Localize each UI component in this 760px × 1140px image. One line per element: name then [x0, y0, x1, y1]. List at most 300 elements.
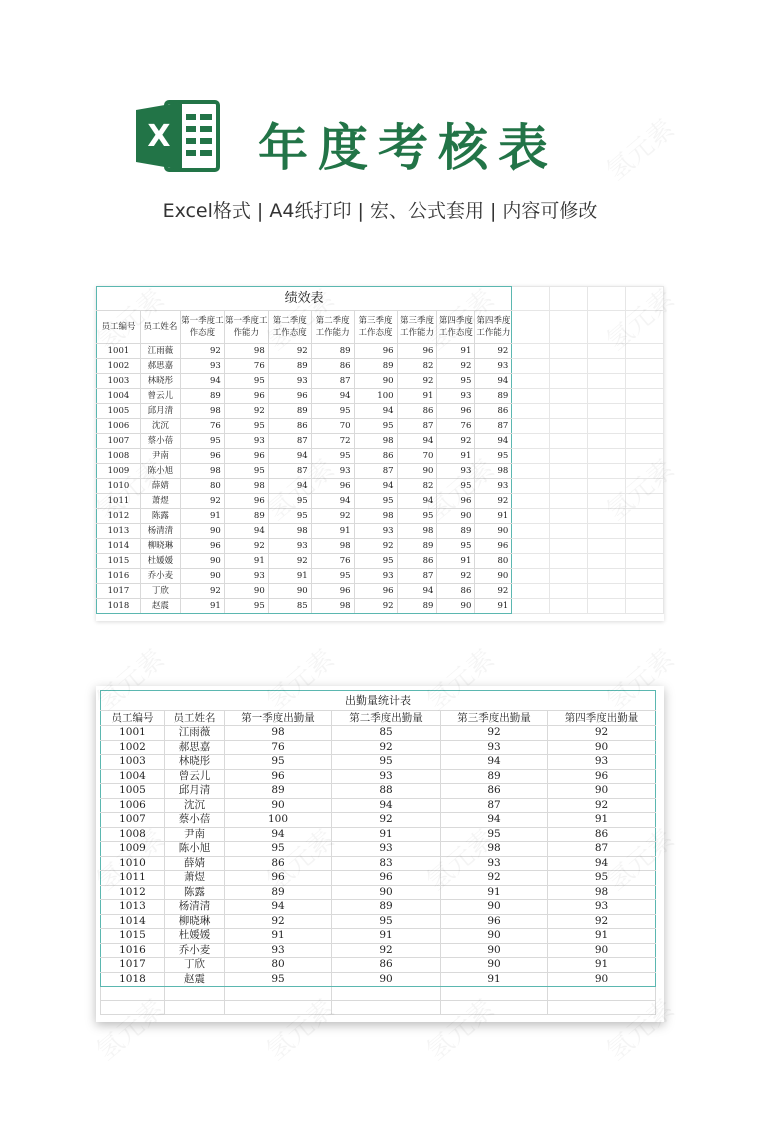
score-cell[interactable]: 94: [475, 374, 512, 389]
employee-name-cell[interactable]: 丁欣: [140, 584, 180, 599]
attendance-cell[interactable]: 90: [548, 972, 656, 987]
score-cell[interactable]: 92: [180, 584, 224, 599]
empty-cell[interactable]: [101, 1001, 165, 1015]
empty-cell[interactable]: [512, 554, 550, 569]
empty-cell[interactable]: [625, 389, 663, 404]
empty-cell[interactable]: [588, 419, 626, 434]
score-cell[interactable]: 91: [224, 554, 268, 569]
empty-cell[interactable]: [588, 344, 626, 359]
empty-cell[interactable]: [588, 539, 626, 554]
score-cell[interactable]: 70: [397, 449, 437, 464]
attendance-cell[interactable]: 94: [225, 900, 332, 915]
empty-cell[interactable]: [588, 569, 626, 584]
employee-name-cell[interactable]: 乔小麦: [140, 569, 180, 584]
empty-cell[interactable]: [625, 404, 663, 419]
score-cell[interactable]: 87: [268, 434, 311, 449]
attendance-cell[interactable]: 90: [441, 929, 548, 944]
score-cell[interactable]: 90: [397, 464, 437, 479]
empty-cell[interactable]: [512, 494, 550, 509]
employee-name-cell[interactable]: 萧煜: [165, 871, 225, 886]
score-cell[interactable]: 95: [437, 374, 475, 389]
score-cell[interactable]: 70: [311, 419, 354, 434]
score-cell[interactable]: 92: [311, 509, 354, 524]
score-cell[interactable]: 91: [475, 509, 512, 524]
employee-name-cell[interactable]: 曾云儿: [140, 389, 180, 404]
score-cell[interactable]: 76: [224, 359, 268, 374]
score-cell[interactable]: 98: [354, 509, 397, 524]
attendance-cell[interactable]: 94: [225, 827, 332, 842]
score-cell[interactable]: 90: [475, 524, 512, 539]
score-cell[interactable]: 91: [268, 569, 311, 584]
employee-id-cell[interactable]: 1012: [97, 509, 141, 524]
employee-name-cell[interactable]: 杜媛媛: [140, 554, 180, 569]
attendance-cell[interactable]: 91: [548, 929, 656, 944]
score-cell[interactable]: 82: [397, 359, 437, 374]
empty-cell[interactable]: [625, 287, 663, 311]
score-cell[interactable]: 86: [475, 404, 512, 419]
empty-cell[interactable]: [512, 539, 550, 554]
score-cell[interactable]: 86: [268, 419, 311, 434]
attendance-cell[interactable]: 92: [548, 726, 656, 741]
employee-id-cell[interactable]: 1016: [101, 943, 165, 958]
employee-id-cell[interactable]: 1013: [101, 900, 165, 915]
score-cell[interactable]: 95: [437, 479, 475, 494]
score-cell[interactable]: 91: [437, 449, 475, 464]
empty-cell[interactable]: [225, 987, 332, 1001]
employee-name-cell[interactable]: 杜媛媛: [165, 929, 225, 944]
empty-cell[interactable]: [625, 344, 663, 359]
employee-name-cell[interactable]: 林晓彤: [165, 755, 225, 770]
score-cell[interactable]: 92: [354, 539, 397, 554]
attendance-cell[interactable]: 92: [548, 914, 656, 929]
attendance-cell[interactable]: 93: [548, 900, 656, 915]
score-cell[interactable]: 90: [224, 584, 268, 599]
score-cell[interactable]: 95: [354, 494, 397, 509]
attendance-cell[interactable]: 90: [441, 943, 548, 958]
employee-name-cell[interactable]: 赵震: [165, 972, 225, 987]
attendance-cell[interactable]: 96: [441, 914, 548, 929]
score-cell[interactable]: 94: [397, 494, 437, 509]
attendance-cell[interactable]: 93: [441, 740, 548, 755]
attendance-cell[interactable]: 96: [225, 769, 332, 784]
score-cell[interactable]: 95: [437, 539, 475, 554]
score-cell[interactable]: 93: [268, 374, 311, 389]
empty-cell[interactable]: [512, 434, 550, 449]
attendance-cell[interactable]: 96: [332, 871, 441, 886]
score-cell[interactable]: 96: [311, 479, 354, 494]
score-cell[interactable]: 98: [311, 599, 354, 614]
empty-cell[interactable]: [588, 509, 626, 524]
score-cell[interactable]: 93: [311, 464, 354, 479]
employee-id-cell[interactable]: 1002: [101, 740, 165, 755]
empty-cell[interactable]: [512, 449, 550, 464]
score-cell[interactable]: 87: [354, 464, 397, 479]
score-cell[interactable]: 95: [224, 374, 268, 389]
empty-cell[interactable]: [588, 599, 626, 614]
score-cell[interactable]: 92: [475, 584, 512, 599]
employee-name-cell[interactable]: 沈沉: [140, 419, 180, 434]
attendance-cell[interactable]: 92: [548, 798, 656, 813]
attendance-cell[interactable]: 90: [225, 798, 332, 813]
employee-id-cell[interactable]: 1011: [101, 871, 165, 886]
score-cell[interactable]: 90: [437, 599, 475, 614]
score-cell[interactable]: 92: [437, 434, 475, 449]
attendance-cell[interactable]: 87: [441, 798, 548, 813]
attendance-cell[interactable]: 90: [332, 972, 441, 987]
employee-name-cell[interactable]: 林晓彤: [140, 374, 180, 389]
employee-name-cell[interactable]: 郝思嘉: [140, 359, 180, 374]
employee-name-cell[interactable]: 陈露: [165, 885, 225, 900]
employee-name-cell[interactable]: 陈露: [140, 509, 180, 524]
score-cell[interactable]: 96: [268, 389, 311, 404]
attendance-cell[interactable]: 92: [441, 726, 548, 741]
score-cell[interactable]: 94: [268, 479, 311, 494]
employee-id-cell[interactable]: 1004: [101, 769, 165, 784]
score-cell[interactable]: 96: [354, 344, 397, 359]
score-cell[interactable]: 89: [268, 359, 311, 374]
score-cell[interactable]: 92: [397, 374, 437, 389]
score-cell[interactable]: 96: [437, 494, 475, 509]
score-cell[interactable]: 96: [224, 494, 268, 509]
attendance-cell[interactable]: 91: [332, 929, 441, 944]
score-cell[interactable]: 90: [180, 524, 224, 539]
employee-id-cell[interactable]: 1001: [101, 726, 165, 741]
score-cell[interactable]: 89: [354, 359, 397, 374]
employee-id-cell[interactable]: 1013: [97, 524, 141, 539]
empty-cell[interactable]: [588, 389, 626, 404]
empty-cell[interactable]: [512, 524, 550, 539]
score-cell[interactable]: 93: [268, 539, 311, 554]
employee-id-cell[interactable]: 1008: [101, 827, 165, 842]
score-cell[interactable]: 94: [311, 389, 354, 404]
attendance-cell[interactable]: 100: [225, 813, 332, 828]
empty-cell[interactable]: [625, 464, 663, 479]
empty-cell[interactable]: [550, 287, 588, 311]
score-cell[interactable]: 80: [475, 554, 512, 569]
attendance-cell[interactable]: 91: [548, 958, 656, 973]
attendance-cell[interactable]: 93: [332, 769, 441, 784]
empty-cell[interactable]: [512, 344, 550, 359]
score-cell[interactable]: 85: [268, 599, 311, 614]
score-cell[interactable]: 93: [224, 569, 268, 584]
employee-id-cell[interactable]: 1007: [97, 434, 141, 449]
empty-cell[interactable]: [512, 359, 550, 374]
attendance-cell[interactable]: 89: [225, 885, 332, 900]
attendance-cell[interactable]: 92: [225, 914, 332, 929]
attendance-cell[interactable]: 90: [441, 958, 548, 973]
employee-id-cell[interactable]: 1006: [101, 798, 165, 813]
score-cell[interactable]: 92: [437, 569, 475, 584]
score-cell[interactable]: 92: [180, 494, 224, 509]
attendance-cell[interactable]: 83: [332, 856, 441, 871]
score-cell[interactable]: 87: [475, 419, 512, 434]
empty-cell[interactable]: [550, 494, 588, 509]
empty-cell[interactable]: [625, 599, 663, 614]
empty-cell[interactable]: [512, 389, 550, 404]
employee-name-cell[interactable]: 薛婧: [165, 856, 225, 871]
employee-name-cell[interactable]: 尹南: [165, 827, 225, 842]
empty-cell[interactable]: [165, 1001, 225, 1015]
empty-cell[interactable]: [588, 434, 626, 449]
score-cell[interactable]: 87: [397, 569, 437, 584]
employee-id-cell[interactable]: 1017: [97, 584, 141, 599]
empty-cell[interactable]: [550, 404, 588, 419]
empty-cell[interactable]: [101, 987, 165, 1001]
score-cell[interactable]: 93: [180, 359, 224, 374]
attendance-cell[interactable]: 92: [441, 871, 548, 886]
empty-cell[interactable]: [441, 987, 548, 1001]
attendance-cell[interactable]: 86: [548, 827, 656, 842]
empty-cell[interactable]: [588, 311, 626, 344]
attendance-cell[interactable]: 80: [225, 958, 332, 973]
attendance-cell[interactable]: 93: [225, 943, 332, 958]
score-cell[interactable]: 91: [475, 599, 512, 614]
score-cell[interactable]: 92: [268, 344, 311, 359]
score-cell[interactable]: 72: [311, 434, 354, 449]
employee-id-cell[interactable]: 1017: [101, 958, 165, 973]
attendance-cell[interactable]: 76: [225, 740, 332, 755]
empty-cell[interactable]: [625, 311, 663, 344]
attendance-cell[interactable]: 86: [225, 856, 332, 871]
score-cell[interactable]: 91: [311, 524, 354, 539]
employee-id-cell[interactable]: 1009: [101, 842, 165, 857]
employee-id-cell[interactable]: 1010: [101, 856, 165, 871]
empty-cell[interactable]: [225, 1001, 332, 1015]
score-cell[interactable]: 94: [397, 584, 437, 599]
employee-name-cell[interactable]: 杨清清: [165, 900, 225, 915]
score-cell[interactable]: 90: [475, 569, 512, 584]
score-cell[interactable]: 89: [311, 344, 354, 359]
score-cell[interactable]: 82: [397, 479, 437, 494]
employee-name-cell[interactable]: 邱月清: [165, 784, 225, 799]
score-cell[interactable]: 96: [180, 449, 224, 464]
score-cell[interactable]: 93: [475, 479, 512, 494]
empty-cell[interactable]: [550, 464, 588, 479]
empty-cell[interactable]: [550, 449, 588, 464]
employee-name-cell[interactable]: 江雨薇: [165, 726, 225, 741]
score-cell[interactable]: 76: [437, 419, 475, 434]
score-cell[interactable]: 90: [437, 509, 475, 524]
score-cell[interactable]: 95: [268, 509, 311, 524]
score-cell[interactable]: 94: [311, 494, 354, 509]
attendance-cell[interactable]: 94: [441, 755, 548, 770]
score-cell[interactable]: 89: [437, 524, 475, 539]
employee-id-cell[interactable]: 1010: [97, 479, 141, 494]
employee-name-cell[interactable]: 萧煜: [140, 494, 180, 509]
score-cell[interactable]: 89: [397, 599, 437, 614]
score-cell[interactable]: 80: [180, 479, 224, 494]
empty-cell[interactable]: [550, 344, 588, 359]
attendance-cell[interactable]: 95: [332, 755, 441, 770]
empty-cell[interactable]: [625, 374, 663, 389]
score-cell[interactable]: 98: [180, 404, 224, 419]
empty-cell[interactable]: [588, 479, 626, 494]
employee-name-cell[interactable]: 柳晓琳: [165, 914, 225, 929]
attendance-cell[interactable]: 90: [548, 943, 656, 958]
employee-id-cell[interactable]: 1001: [97, 344, 141, 359]
employee-name-cell[interactable]: 薛婧: [140, 479, 180, 494]
empty-cell[interactable]: [512, 287, 550, 311]
employee-id-cell[interactable]: 1005: [97, 404, 141, 419]
employee-id-cell[interactable]: 1005: [101, 784, 165, 799]
empty-cell[interactable]: [625, 554, 663, 569]
score-cell[interactable]: 95: [224, 419, 268, 434]
score-cell[interactable]: 96: [224, 389, 268, 404]
score-cell[interactable]: 90: [180, 554, 224, 569]
score-cell[interactable]: 90: [180, 569, 224, 584]
score-cell[interactable]: 96: [354, 584, 397, 599]
score-cell[interactable]: 92: [475, 344, 512, 359]
attendance-cell[interactable]: 90: [548, 740, 656, 755]
empty-cell[interactable]: [588, 494, 626, 509]
empty-cell[interactable]: [512, 479, 550, 494]
attendance-cell[interactable]: 90: [548, 784, 656, 799]
attendance-cell[interactable]: 95: [332, 914, 441, 929]
attendance-cell[interactable]: 88: [332, 784, 441, 799]
score-cell[interactable]: 86: [397, 404, 437, 419]
employee-name-cell[interactable]: 陈小旭: [165, 842, 225, 857]
empty-cell[interactable]: [550, 374, 588, 389]
employee-id-cell[interactable]: 1003: [97, 374, 141, 389]
score-cell[interactable]: 95: [397, 509, 437, 524]
attendance-cell[interactable]: 93: [548, 755, 656, 770]
attendance-cell[interactable]: 92: [332, 813, 441, 828]
score-cell[interactable]: 94: [354, 479, 397, 494]
employee-id-cell[interactable]: 1003: [101, 755, 165, 770]
empty-cell[interactable]: [625, 524, 663, 539]
empty-cell[interactable]: [625, 479, 663, 494]
empty-cell[interactable]: [550, 509, 588, 524]
attendance-cell[interactable]: 96: [225, 871, 332, 886]
employee-id-cell[interactable]: 1015: [97, 554, 141, 569]
score-cell[interactable]: 89: [397, 539, 437, 554]
score-cell[interactable]: 96: [311, 584, 354, 599]
attendance-cell[interactable]: 94: [441, 813, 548, 828]
empty-cell[interactable]: [625, 494, 663, 509]
attendance-cell[interactable]: 91: [225, 929, 332, 944]
score-cell[interactable]: 96: [437, 404, 475, 419]
empty-cell[interactable]: [332, 1001, 441, 1015]
score-cell[interactable]: 94: [180, 374, 224, 389]
empty-cell[interactable]: [588, 287, 626, 311]
attendance-cell[interactable]: 93: [332, 842, 441, 857]
score-cell[interactable]: 95: [354, 554, 397, 569]
employee-id-cell[interactable]: 1007: [101, 813, 165, 828]
empty-cell[interactable]: [550, 419, 588, 434]
empty-cell[interactable]: [625, 359, 663, 374]
empty-cell[interactable]: [588, 359, 626, 374]
score-cell[interactable]: 93: [475, 359, 512, 374]
attendance-cell[interactable]: 98: [225, 726, 332, 741]
empty-cell[interactable]: [512, 509, 550, 524]
score-cell[interactable]: 96: [475, 539, 512, 554]
score-cell[interactable]: 98: [311, 539, 354, 554]
score-cell[interactable]: 92: [475, 494, 512, 509]
empty-cell[interactable]: [512, 311, 550, 344]
employee-name-cell[interactable]: 蔡小蓓: [165, 813, 225, 828]
empty-cell[interactable]: [550, 311, 588, 344]
score-cell[interactable]: 89: [268, 404, 311, 419]
employee-id-cell[interactable]: 1018: [97, 599, 141, 614]
employee-name-cell[interactable]: 曾云儿: [165, 769, 225, 784]
employee-name-cell[interactable]: 邱月清: [140, 404, 180, 419]
score-cell[interactable]: 98: [224, 479, 268, 494]
score-cell[interactable]: 95: [311, 569, 354, 584]
empty-cell[interactable]: [625, 569, 663, 584]
employee-id-cell[interactable]: 1002: [97, 359, 141, 374]
attendance-cell[interactable]: 91: [441, 972, 548, 987]
attendance-cell[interactable]: 91: [548, 813, 656, 828]
score-cell[interactable]: 96: [224, 449, 268, 464]
score-cell[interactable]: 92: [180, 344, 224, 359]
employee-id-cell[interactable]: 1011: [97, 494, 141, 509]
empty-cell[interactable]: [550, 359, 588, 374]
score-cell[interactable]: 91: [180, 599, 224, 614]
score-cell[interactable]: 95: [224, 599, 268, 614]
score-cell[interactable]: 93: [224, 434, 268, 449]
attendance-cell[interactable]: 95: [225, 972, 332, 987]
employee-id-cell[interactable]: 1016: [97, 569, 141, 584]
attendance-cell[interactable]: 94: [332, 798, 441, 813]
employee-name-cell[interactable]: 郝思嘉: [165, 740, 225, 755]
score-cell[interactable]: 95: [475, 449, 512, 464]
score-cell[interactable]: 94: [224, 524, 268, 539]
attendance-cell[interactable]: 98: [441, 842, 548, 857]
employee-id-cell[interactable]: 1014: [101, 914, 165, 929]
employee-name-cell[interactable]: 江雨薇: [140, 344, 180, 359]
empty-cell[interactable]: [625, 419, 663, 434]
empty-cell[interactable]: [548, 1001, 656, 1015]
score-cell[interactable]: 76: [180, 419, 224, 434]
score-cell[interactable]: 76: [311, 554, 354, 569]
score-cell[interactable]: 91: [180, 509, 224, 524]
score-cell[interactable]: 92: [224, 404, 268, 419]
empty-cell[interactable]: [550, 389, 588, 404]
attendance-cell[interactable]: 89: [441, 769, 548, 784]
score-cell[interactable]: 98: [180, 464, 224, 479]
empty-cell[interactable]: [550, 569, 588, 584]
score-cell[interactable]: 92: [354, 599, 397, 614]
empty-cell[interactable]: [550, 524, 588, 539]
score-cell[interactable]: 91: [437, 344, 475, 359]
empty-cell[interactable]: [625, 434, 663, 449]
score-cell[interactable]: 90: [354, 374, 397, 389]
score-cell[interactable]: 94: [354, 404, 397, 419]
score-cell[interactable]: 89: [224, 509, 268, 524]
score-cell[interactable]: 94: [268, 449, 311, 464]
employee-id-cell[interactable]: 1009: [97, 464, 141, 479]
score-cell[interactable]: 98: [397, 524, 437, 539]
employee-name-cell[interactable]: 尹南: [140, 449, 180, 464]
score-cell[interactable]: 98: [354, 434, 397, 449]
score-cell[interactable]: 93: [354, 524, 397, 539]
empty-cell[interactable]: [165, 987, 225, 1001]
empty-cell[interactable]: [625, 449, 663, 464]
empty-cell[interactable]: [550, 479, 588, 494]
empty-cell[interactable]: [512, 374, 550, 389]
score-cell[interactable]: 91: [397, 389, 437, 404]
employee-id-cell[interactable]: 1018: [101, 972, 165, 987]
score-cell[interactable]: 95: [311, 449, 354, 464]
score-cell[interactable]: 96: [397, 344, 437, 359]
empty-cell[interactable]: [550, 554, 588, 569]
employee-name-cell[interactable]: 蔡小蓓: [140, 434, 180, 449]
attendance-cell[interactable]: 93: [441, 856, 548, 871]
score-cell[interactable]: 86: [437, 584, 475, 599]
score-cell[interactable]: 93: [437, 389, 475, 404]
attendance-cell[interactable]: 91: [441, 885, 548, 900]
attendance-cell[interactable]: 92: [332, 740, 441, 755]
